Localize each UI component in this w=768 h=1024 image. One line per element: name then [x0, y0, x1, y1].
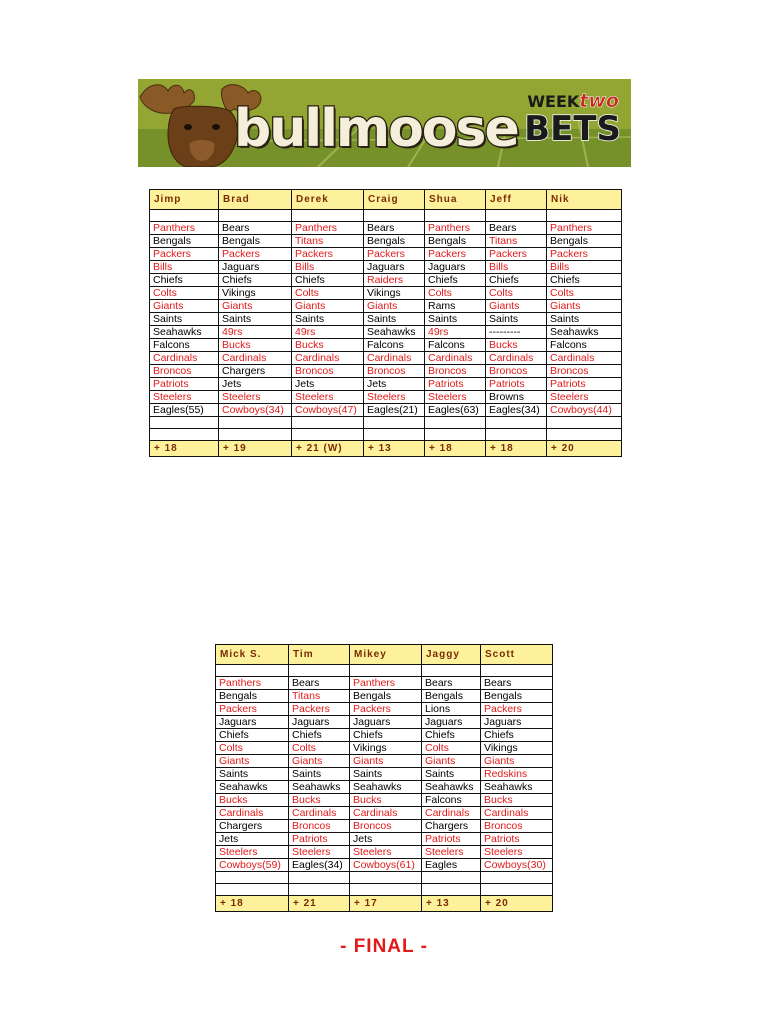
pick-cell: Broncos: [547, 365, 622, 378]
blank-row: [216, 665, 553, 677]
pick-cell: Falcons: [422, 794, 481, 807]
empty-cell: [486, 429, 547, 441]
pick-cell: Seahawks: [481, 781, 553, 794]
pick-row: [216, 846, 553, 859]
score-cell: + 13: [364, 441, 425, 457]
pick-row: [216, 703, 553, 716]
player-name-header: Mikey: [350, 645, 422, 665]
pick-cell: Steelers: [364, 391, 425, 404]
pick-cell: Saints: [486, 313, 547, 326]
pick-cell: Eagles: [422, 859, 481, 872]
pick-row: [150, 261, 622, 274]
pick-cell: Saints: [422, 768, 481, 781]
pick-cell: Chiefs: [219, 274, 292, 287]
pick-cell: Broncos: [481, 820, 553, 833]
pick-cell: Steelers: [481, 846, 553, 859]
pick-row: [216, 729, 553, 742]
player-name-header: Derek: [292, 190, 364, 210]
pick-cell: Jaguars: [364, 261, 425, 274]
pick-cell: Falcons: [547, 339, 622, 352]
pick-row: [216, 794, 553, 807]
pick-cell: Colts: [289, 742, 350, 755]
score-cell: + 18: [216, 896, 289, 912]
empty-cell: [216, 884, 289, 896]
pick-cell: Chiefs: [425, 274, 486, 287]
pick-cell: Chargers: [216, 820, 289, 833]
pick-cell: Bears: [289, 677, 350, 690]
empty-cell: [350, 884, 422, 896]
pick-cell: Browns: [486, 391, 547, 404]
pick-cell: Seahawks: [422, 781, 481, 794]
pick-cell: Jaguars: [422, 716, 481, 729]
pick-cell: Bengals: [481, 690, 553, 703]
pick-cell: Titans: [289, 690, 350, 703]
empty-cell: [219, 210, 292, 222]
score-cell: + 18: [486, 441, 547, 457]
empty-cell: [289, 884, 350, 896]
empty-cell: [150, 210, 219, 222]
pick-cell: Cowboys(47): [292, 404, 364, 417]
player-name-header: Shua: [425, 190, 486, 210]
pick-cell: Giants: [481, 755, 553, 768]
pick-cell: Steelers: [219, 391, 292, 404]
pick-cell: Bears: [481, 677, 553, 690]
pick-cell: Packers: [289, 703, 350, 716]
pick-cell: Chiefs: [150, 274, 219, 287]
empty-cell: [219, 417, 292, 429]
empty-cell: [219, 429, 292, 441]
pick-row: [216, 820, 553, 833]
pick-cell: Eagles(55): [150, 404, 219, 417]
pick-cell: Cardinals: [289, 807, 350, 820]
pick-row: [216, 781, 553, 794]
pick-cell: Colts: [547, 287, 622, 300]
pick-row: [216, 677, 553, 690]
pick-cell: Chiefs: [216, 729, 289, 742]
pick-cell: Cardinals: [425, 352, 486, 365]
pick-row: [216, 755, 553, 768]
pick-cell: Packers: [547, 248, 622, 261]
pick-cell: Falcons: [150, 339, 219, 352]
pick-cell: Lions: [422, 703, 481, 716]
pick-cell: Cardinals: [216, 807, 289, 820]
pick-cell: Bears: [422, 677, 481, 690]
pick-cell: Panthers: [350, 677, 422, 690]
pick-cell: Saints: [425, 313, 486, 326]
empty-cell: [486, 417, 547, 429]
player-name-header: Craig: [364, 190, 425, 210]
empty-cell: [150, 417, 219, 429]
score-cell: + 20: [547, 441, 622, 457]
pick-cell: Chiefs: [422, 729, 481, 742]
pick-cell: Packers: [425, 248, 486, 261]
score-cell: + 20: [481, 896, 553, 912]
empty-cell: [481, 884, 553, 896]
pick-cell: Vikings: [219, 287, 292, 300]
score-cell: + 21 (W): [292, 441, 364, 457]
table-header-row: [216, 645, 553, 665]
pick-cell: Broncos: [289, 820, 350, 833]
pick-cell: Patriots: [547, 378, 622, 391]
pick-cell: Bills: [150, 261, 219, 274]
pick-cell: Giants: [216, 755, 289, 768]
empty-cell: [425, 210, 486, 222]
pick-cell: Bucks: [486, 339, 547, 352]
player-name-header: Nik: [547, 190, 622, 210]
pick-cell: Cardinals: [422, 807, 481, 820]
empty-cell: [216, 872, 289, 884]
pick-cell: Giants: [422, 755, 481, 768]
pick-cell: Steelers: [150, 391, 219, 404]
pick-cell: Packers: [364, 248, 425, 261]
empty-cell: [425, 429, 486, 441]
pick-cell: Colts: [486, 287, 547, 300]
pick-row: [150, 300, 622, 313]
pick-cell: Chiefs: [289, 729, 350, 742]
bets-wordmark: BETS: [524, 109, 621, 149]
pick-cell: Bears: [219, 222, 292, 235]
pick-cell: Jaguars: [219, 261, 292, 274]
pick-cell: Giants: [289, 755, 350, 768]
pick-row: [150, 365, 622, 378]
empty-cell: [422, 872, 481, 884]
pick-row: [150, 339, 622, 352]
pick-cell: Colts: [422, 742, 481, 755]
pick-cell: Eagles(34): [486, 404, 547, 417]
pick-cell: Bengals: [547, 235, 622, 248]
pick-cell: Seahawks: [150, 326, 219, 339]
pick-cell: Bucks: [289, 794, 350, 807]
pick-cell: Cowboys(30): [481, 859, 553, 872]
pick-cell: Giants: [547, 300, 622, 313]
pick-cell: Saints: [364, 313, 425, 326]
pick-cell: Giants: [350, 755, 422, 768]
player-name-header: Mick S.: [216, 645, 289, 665]
pick-cell: Steelers: [216, 846, 289, 859]
pick-cell: Bengals: [364, 235, 425, 248]
pick-cell: Jaguars: [481, 716, 553, 729]
pick-cell: Broncos: [486, 365, 547, 378]
pick-cell: Cardinals: [481, 807, 553, 820]
pick-cell: Cardinals: [364, 352, 425, 365]
pick-cell: Cardinals: [150, 352, 219, 365]
pick-cell: Chiefs: [547, 274, 622, 287]
pick-cell: Bears: [486, 222, 547, 235]
pick-cell: Broncos: [350, 820, 422, 833]
player-name-header: Brad: [219, 190, 292, 210]
empty-cell: [364, 429, 425, 441]
picks-table-group-2: [215, 644, 553, 912]
empty-cell: [547, 210, 622, 222]
pick-cell: Cardinals: [547, 352, 622, 365]
empty-cell: [422, 884, 481, 896]
pick-cell: Rams: [425, 300, 486, 313]
pick-cell: Packers: [481, 703, 553, 716]
pick-cell: 49rs: [219, 326, 292, 339]
pick-cell: Steelers: [425, 391, 486, 404]
empty-cell: [547, 429, 622, 441]
pick-cell: Broncos: [292, 365, 364, 378]
pick-row: [150, 352, 622, 365]
pick-row: [150, 378, 622, 391]
pick-cell: Chiefs: [292, 274, 364, 287]
score-cell: + 17: [350, 896, 422, 912]
score-row: [150, 441, 622, 457]
empty-cell: [289, 872, 350, 884]
player-name-header: Tim: [289, 645, 350, 665]
pick-cell: Seahawks: [350, 781, 422, 794]
pick-cell: ---------: [486, 326, 547, 339]
empty-cell: [289, 665, 350, 677]
pick-cell: Colts: [425, 287, 486, 300]
pick-cell: Packers: [486, 248, 547, 261]
pick-cell: Bills: [547, 261, 622, 274]
pick-row: [150, 222, 622, 235]
pick-cell: Bears: [364, 222, 425, 235]
pick-cell: Bengals: [219, 235, 292, 248]
pick-cell: Giants: [486, 300, 547, 313]
pick-cell: Raiders: [364, 274, 425, 287]
pick-cell: Eagles(21): [364, 404, 425, 417]
pick-cell: Steelers: [547, 391, 622, 404]
pick-cell: Jaguars: [425, 261, 486, 274]
pick-cell: Vikings: [350, 742, 422, 755]
empty-cell: [350, 665, 422, 677]
player-name-header: Jaggy: [422, 645, 481, 665]
empty-cell: [364, 210, 425, 222]
empty-cell: [425, 417, 486, 429]
pick-cell: Jaguars: [350, 716, 422, 729]
pick-cell: Chiefs: [350, 729, 422, 742]
score-cell: + 18: [150, 441, 219, 457]
pick-cell: Seahawks: [547, 326, 622, 339]
pick-cell: Jets: [364, 378, 425, 391]
pick-cell: Panthers: [150, 222, 219, 235]
pick-cell: Titans: [292, 235, 364, 248]
pick-cell: Chiefs: [486, 274, 547, 287]
blank-row: [150, 210, 622, 222]
pick-cell: Cowboys(34): [219, 404, 292, 417]
pick-row: [150, 287, 622, 300]
pick-cell: Colts: [292, 287, 364, 300]
pick-cell: Patriots: [422, 833, 481, 846]
empty-cell: [486, 210, 547, 222]
pick-cell: Bucks: [219, 339, 292, 352]
score-cell: + 18: [425, 441, 486, 457]
pick-row: [216, 859, 553, 872]
pick-cell: Patriots: [486, 378, 547, 391]
pick-cell: Falcons: [425, 339, 486, 352]
pick-cell: Seahawks: [289, 781, 350, 794]
player-name-header: Jimp: [150, 190, 219, 210]
pick-cell: Panthers: [425, 222, 486, 235]
pick-cell: Patriots: [150, 378, 219, 391]
pick-cell: Patriots: [289, 833, 350, 846]
pick-cell: Bucks: [481, 794, 553, 807]
pick-cell: Chiefs: [481, 729, 553, 742]
pick-cell: Jets: [350, 833, 422, 846]
pick-row: [150, 235, 622, 248]
empty-cell: [364, 417, 425, 429]
pick-cell: Bengals: [422, 690, 481, 703]
player-name-header: Jeff: [486, 190, 547, 210]
score-cell: + 19: [219, 441, 292, 457]
blank-row: [216, 872, 553, 884]
empty-cell: [481, 665, 553, 677]
blank-row: [216, 884, 553, 896]
pick-row: [216, 690, 553, 703]
pick-cell: Steelers: [350, 846, 422, 859]
pick-cell: Giants: [292, 300, 364, 313]
picks-table-group-1: [149, 189, 622, 457]
pick-cell: Packers: [219, 248, 292, 261]
pick-cell: Bucks: [350, 794, 422, 807]
pick-cell: Vikings: [481, 742, 553, 755]
pick-cell: Panthers: [292, 222, 364, 235]
pick-cell: Giants: [150, 300, 219, 313]
pick-cell: Packers: [350, 703, 422, 716]
pick-row: [150, 274, 622, 287]
pick-row: [150, 404, 622, 417]
pick-cell: Steelers: [289, 846, 350, 859]
pick-cell: Bucks: [292, 339, 364, 352]
pick-cell: Bucks: [216, 794, 289, 807]
pick-cell: Jets: [292, 378, 364, 391]
pick-cell: Giants: [364, 300, 425, 313]
header-banner: [138, 79, 631, 167]
player-name-header: Scott: [481, 645, 553, 665]
pick-row: [150, 326, 622, 339]
score-row: [216, 896, 553, 912]
pick-cell: Bengals: [350, 690, 422, 703]
pick-cell: Steelers: [422, 846, 481, 859]
pick-cell: Packers: [150, 248, 219, 261]
pick-cell: Jets: [219, 378, 292, 391]
pick-cell: Cardinals: [486, 352, 547, 365]
pick-cell: Cardinals: [292, 352, 364, 365]
pick-cell: 49rs: [292, 326, 364, 339]
pick-row: [150, 391, 622, 404]
pick-cell: 49rs: [425, 326, 486, 339]
pick-row: [216, 716, 553, 729]
pick-cell: Saints: [289, 768, 350, 781]
pick-cell: Bengals: [216, 690, 289, 703]
pick-cell: Panthers: [216, 677, 289, 690]
score-cell: + 13: [422, 896, 481, 912]
pick-cell: Falcons: [364, 339, 425, 352]
blank-row: [150, 417, 622, 429]
pick-cell: Cowboys(61): [350, 859, 422, 872]
pick-cell: Packers: [216, 703, 289, 716]
pick-cell: Bengals: [150, 235, 219, 248]
empty-cell: [547, 417, 622, 429]
pick-cell: Seahawks: [216, 781, 289, 794]
pick-cell: Cardinals: [219, 352, 292, 365]
empty-cell: [292, 210, 364, 222]
pick-cell: Eagles(34): [289, 859, 350, 872]
pick-cell: Cowboys(59): [216, 859, 289, 872]
pick-cell: Broncos: [425, 365, 486, 378]
blank-row: [150, 429, 622, 441]
empty-cell: [481, 872, 553, 884]
pick-cell: Giants: [219, 300, 292, 313]
pick-cell: Jets: [216, 833, 289, 846]
pick-cell: Jaguars: [216, 716, 289, 729]
pick-row: [150, 248, 622, 261]
score-cell: + 21: [289, 896, 350, 912]
pick-cell: Saints: [216, 768, 289, 781]
empty-cell: [216, 665, 289, 677]
pick-cell: Bengals: [425, 235, 486, 248]
pick-cell: Cowboys(44): [547, 404, 622, 417]
pick-cell: Saints: [219, 313, 292, 326]
pick-row: [150, 313, 622, 326]
pick-cell: Saints: [547, 313, 622, 326]
pick-cell: Chargers: [219, 365, 292, 378]
pick-row: [216, 768, 553, 781]
pick-cell: Packers: [292, 248, 364, 261]
pick-cell: Titans: [486, 235, 547, 248]
empty-cell: [292, 417, 364, 429]
pick-cell: Bills: [292, 261, 364, 274]
brand-wordmark: bullmoose: [234, 99, 518, 159]
pick-cell: Jaguars: [289, 716, 350, 729]
pick-cell: Redskins: [481, 768, 553, 781]
pick-cell: Vikings: [364, 287, 425, 300]
pick-cell: Panthers: [547, 222, 622, 235]
pick-row: [216, 807, 553, 820]
pick-cell: Eagles(63): [425, 404, 486, 417]
pick-cell: Bills: [486, 261, 547, 274]
empty-cell: [422, 665, 481, 677]
week-word: WEEK: [527, 92, 580, 111]
pick-cell: Broncos: [150, 365, 219, 378]
pick-cell: Saints: [350, 768, 422, 781]
pick-cell: Colts: [150, 287, 219, 300]
pick-cell: Colts: [216, 742, 289, 755]
pick-cell: Broncos: [364, 365, 425, 378]
pick-cell: Cardinals: [350, 807, 422, 820]
pick-cell: Seahawks: [364, 326, 425, 339]
pick-cell: Patriots: [425, 378, 486, 391]
week-number: two: [579, 90, 619, 112]
pick-cell: Saints: [150, 313, 219, 326]
pick-row: [216, 742, 553, 755]
pick-cell: Saints: [292, 313, 364, 326]
pick-cell: Patriots: [481, 833, 553, 846]
empty-cell: [350, 872, 422, 884]
empty-cell: [292, 429, 364, 441]
pick-row: [216, 833, 553, 846]
empty-cell: [150, 429, 219, 441]
table-header-row: [150, 190, 622, 210]
pick-cell: Steelers: [292, 391, 364, 404]
pick-cell: Chargers: [422, 820, 481, 833]
final-label: - FINAL -: [340, 936, 428, 957]
